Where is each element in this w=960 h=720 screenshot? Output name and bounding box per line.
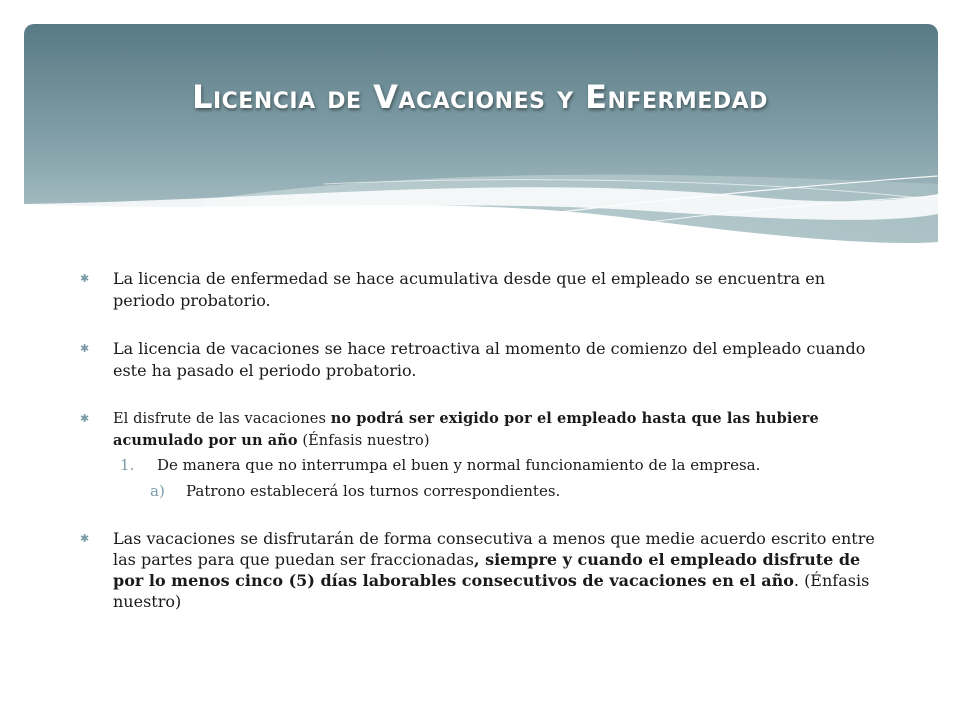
star-icon: ✱ — [80, 272, 90, 285]
star-icon: ✱ — [80, 532, 90, 545]
bullet-text: El disfrute de las vacaciones — [113, 411, 331, 427]
subitem-number: 1. — [120, 456, 135, 474]
bullet-bold-text: , siempre y cuando el empleado disfrute de por lo menos cinco (5) días laborables consecutivos de vacaciones en el año — [113, 550, 861, 590]
bullet-text: La licencia de enfermedad se hace acumulativa desde que el empleado se encuentra en periodo probatorio. — [113, 269, 826, 310]
subitem-text: Patrono establecerá los turnos correspondientes. — [186, 482, 561, 500]
subitem-text: De manera que no interrumpa el buen y normal funcionamiento de la empresa. — [157, 456, 761, 474]
star-icon: ✱ — [80, 412, 90, 425]
list-item — [80, 528, 880, 612]
list-item — [80, 408, 880, 452]
list-item — [80, 268, 880, 312]
lettered-subitem — [80, 480, 880, 502]
bullet-bold-text: no podrá ser exigido por el empleado hasta que las hubiere acumulado por un año — [113, 410, 819, 449]
page-title: Licencia de Vacaciones y Enfermedad — [192, 78, 768, 116]
slide-content — [80, 268, 880, 612]
numbered-subitem — [80, 454, 880, 476]
star-icon: ✱ — [80, 342, 90, 355]
bullet-text-suffix: . (Énfasis nuestro) — [113, 571, 870, 611]
subitem-letter: a) — [150, 482, 165, 500]
bullet-text-suffix: (Énfasis nuestro) — [297, 433, 430, 449]
header-wave-graphic — [24, 24, 938, 254]
bullet-text: Las vacaciones se disfrutarán de forma consecutiva a menos que medie acuerdo escrito entre las partes para que puedan ser fraccionadas — [113, 529, 875, 569]
bullet-text: La licencia de vacaciones se hace retroactiva al momento de comienzo del empleado cuando este ha pasado el periodo probatorio. — [113, 339, 866, 380]
title-header-banner — [24, 24, 938, 254]
list-item — [80, 338, 880, 382]
